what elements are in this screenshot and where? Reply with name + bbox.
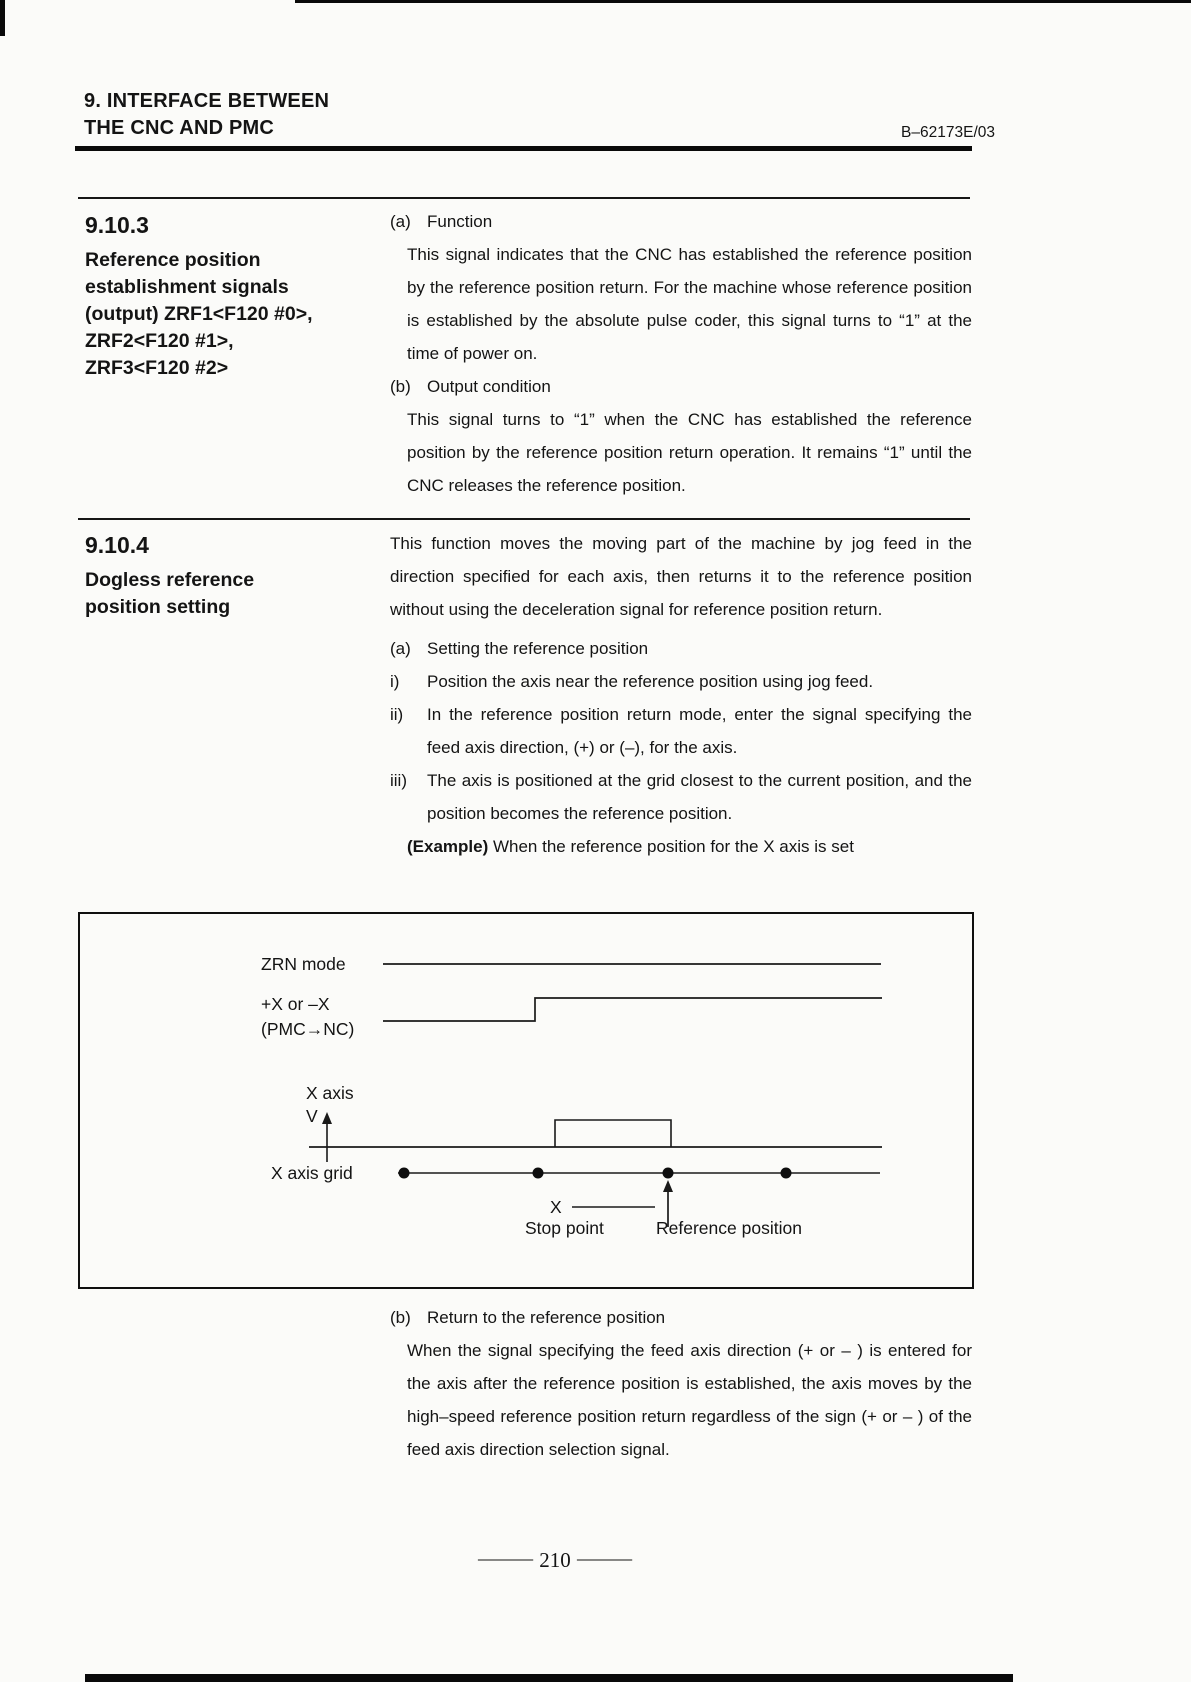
item-label: (a): [390, 212, 411, 231]
item-heading: Return to the reference position: [427, 1308, 666, 1327]
velocity-pulse: [555, 1120, 671, 1147]
item-b-return-heading-row: [390, 1301, 972, 1334]
step-text: Position the axis near the reference position using jog feed.: [427, 672, 874, 691]
scan-artifact-bottom-edge: [85, 1674, 1013, 1682]
example-line: [407, 830, 972, 863]
chapter-header-line1: 9. INTERFACE BETWEEN: [84, 90, 330, 112]
section-title: [85, 247, 385, 382]
section-title-line: position setting: [85, 596, 231, 618]
section-9-10-4-body: [390, 527, 972, 863]
x-axis-label: X axis: [306, 1083, 354, 1103]
item-b-return-section: [390, 1301, 972, 1466]
step-ii: [390, 698, 972, 764]
chapter-header: [84, 88, 329, 142]
grid-dot: [533, 1168, 544, 1179]
section-title-line: (output) ZRF1<F120 #0>,: [85, 303, 313, 325]
section-title-line: establishment signals: [85, 276, 289, 298]
step-label: iii): [390, 771, 407, 790]
item-label: (b): [390, 377, 411, 396]
direction-signal-step-line: [383, 998, 882, 1021]
step-iii: [390, 764, 972, 830]
section-9-10-4-rule: [78, 518, 970, 520]
stop-point-label: Stop point: [525, 1218, 604, 1238]
direction-signal-label-line2: (PMC→NC): [261, 1019, 355, 1039]
grid-dot: [399, 1168, 410, 1179]
header-rule: [75, 146, 972, 151]
section-9-10-3-body: [390, 205, 972, 502]
section-9-10-3-heading: [85, 212, 385, 382]
footer-dash-left: —: [478, 1546, 533, 1570]
section-title-line: ZRF2<F120 #1>,: [85, 330, 234, 352]
step-text: In the reference position return mode, enter the signal specifying the feed axis direction, (+) or (–), for the axis.: [427, 705, 972, 757]
item-label: (b): [390, 1308, 411, 1327]
page-footer: [0, 1548, 1110, 1573]
section-title-line: Reference position: [85, 249, 261, 271]
step-text: The axis is positioned at the grid closest to the current position, and the position becomes the reference position.: [427, 771, 972, 823]
item-a-setting: [390, 632, 972, 665]
reference-position-label: Reference position: [656, 1218, 802, 1238]
document-number: B–62173E/03: [901, 124, 995, 141]
x-axis-grid-label: X axis grid: [271, 1163, 353, 1183]
intro-paragraph: This function moves the moving part of the machine by jog feed in the direction specified for each axis, then returns it to the reference position without using the deceleration signal for reference position return.: [390, 534, 972, 619]
grid-dot: [781, 1168, 792, 1179]
item-b-output-condition: [390, 370, 972, 403]
section-number: 9.10.3: [85, 212, 149, 238]
reference-position-arrowhead: [663, 1180, 673, 1192]
step-label: ii): [390, 705, 404, 724]
velocity-label: V: [306, 1106, 318, 1126]
step-label: i): [390, 672, 400, 691]
section-9-10-3-rule: [78, 197, 970, 199]
direction-signal-label-line1: +X or –X: [261, 994, 330, 1014]
item-heading: Function: [427, 212, 493, 231]
item-b-paragraph: This signal turns to “1” when the CNC has established the reference position by the reference position return operation. It remains “1” until the CNC releases the reference position.: [407, 410, 972, 495]
zrn-mode-label: ZRN mode: [261, 954, 346, 974]
chapter-header-line2: THE CNC AND PMC: [84, 117, 275, 139]
item-a-function: [390, 205, 972, 238]
section-title-line: ZRF3<F120 #2>: [85, 357, 229, 379]
section-title-line: Dogless reference: [85, 569, 255, 591]
item-a-paragraph: This signal indicates that the CNC has established the reference position by the reference position return. For the machine whose reference position is established by the absolute pulse coder, this signal turns to “1” at the time of power on.: [407, 245, 972, 363]
timing-diagram: [78, 912, 974, 1289]
scan-artifact-top-edge: [295, 0, 1191, 3]
item-heading: Setting the reference position: [427, 639, 649, 658]
timing-diagram-svg: [80, 914, 967, 1282]
stop-point-x-marker: X: [550, 1197, 562, 1217]
velocity-axis-arrowhead: [322, 1112, 332, 1124]
example-label: (Example): [407, 837, 489, 856]
item-heading: Output condition: [427, 377, 551, 396]
step-i: [390, 665, 972, 698]
section-title: [85, 567, 385, 621]
item-b-return-paragraph: When the signal specifying the feed axis direction (+ or – ) is entered for the axis after the reference position is established, the axis moves by the high–speed reference position return regardless of the sign (+ or – ) of the feed axis direction selection signal.: [407, 1341, 972, 1459]
page-number: 210: [539, 1548, 571, 1572]
section-9-10-4-heading: [85, 532, 385, 621]
item-label: (a): [390, 639, 411, 658]
scan-artifact-left-edge: [0, 0, 5, 36]
section-number: 9.10.4: [85, 532, 149, 558]
grid-dot: [663, 1168, 674, 1179]
example-text: When the reference position for the X axis is set: [488, 837, 854, 856]
footer-dash-right: —: [577, 1546, 632, 1570]
